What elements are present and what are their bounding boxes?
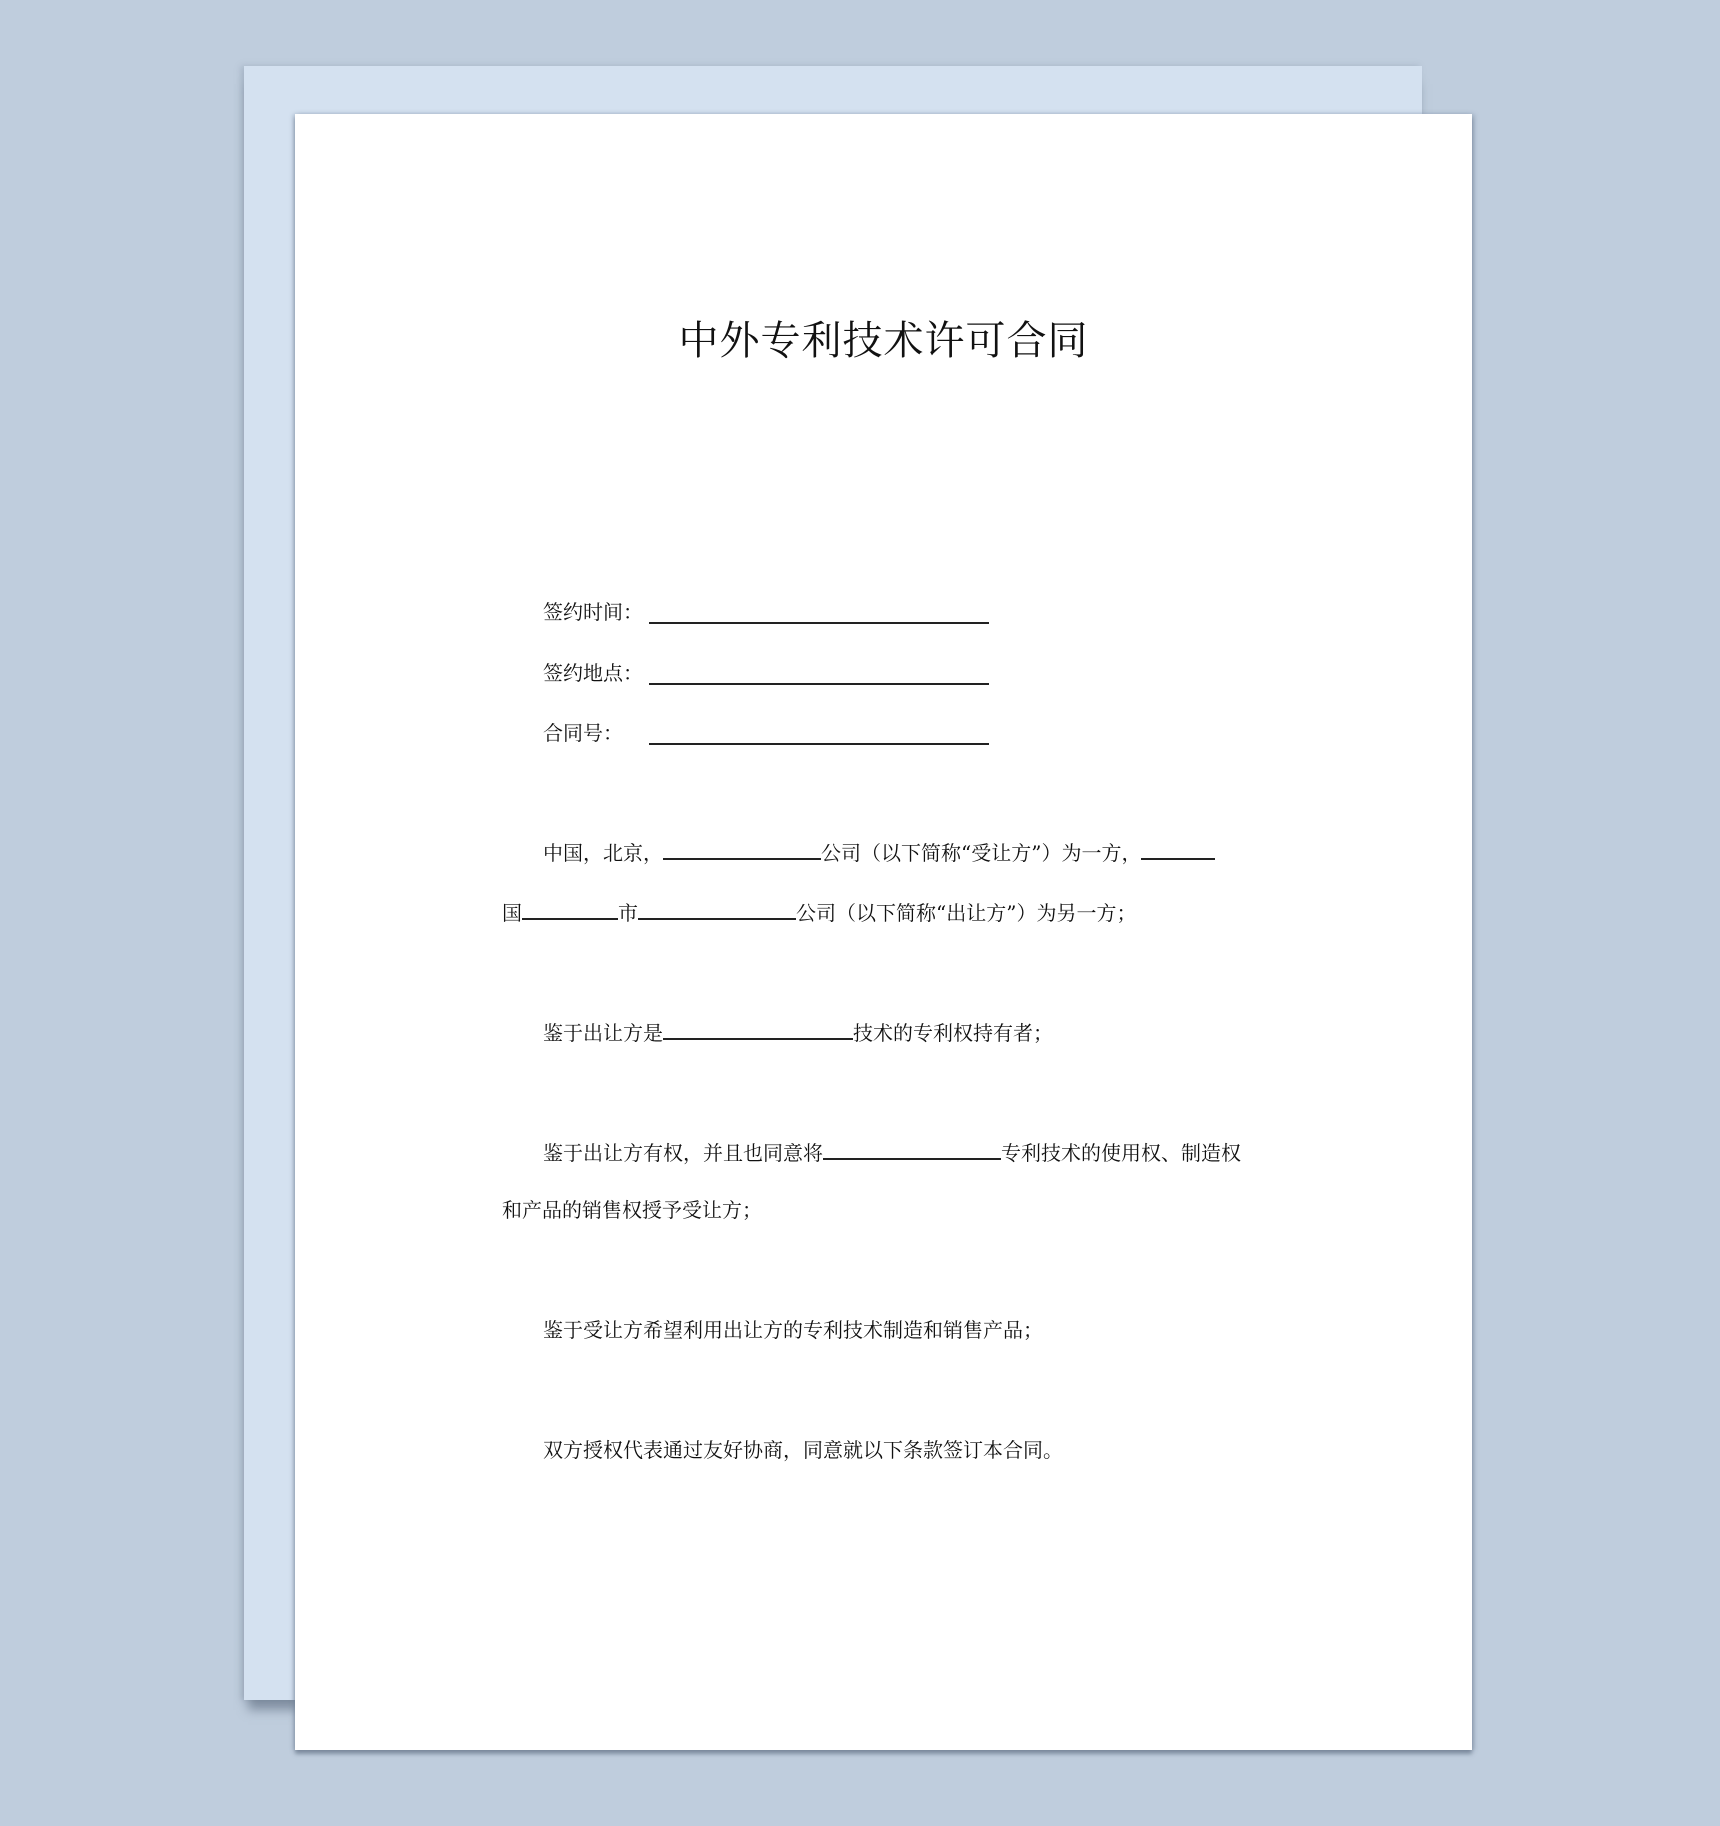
paragraph-parties-line2 [502, 896, 1136, 927]
paragraph-license-grant-line1 [543, 1136, 1241, 1167]
signing-time-label: 签约时间： [543, 600, 643, 624]
patent-technology-blank[interactable] [823, 1136, 1001, 1160]
text-segment: 国 [502, 901, 522, 925]
signing-place-blank[interactable] [649, 661, 989, 685]
paragraph-patent-holder [543, 1016, 1053, 1047]
technology-name-blank[interactable] [663, 1016, 853, 1040]
contract-number-label: 合同号： [543, 721, 623, 745]
text-segment: 公司（以下简称“出让方”）为另一方； [796, 901, 1137, 925]
text-segment: 鉴于出让方是 [543, 1021, 663, 1045]
paragraph-transferee-intent: 鉴于受让方希望利用出让方的专利技术制造和销售产品； [543, 1318, 1043, 1342]
text-segment: 鉴于出让方有权，并且也同意将 [543, 1141, 823, 1165]
paragraph-agreement: 双方授权代表通过友好协商，同意就以下条款签订本合同。 [543, 1438, 1063, 1462]
text-segment: 中国，北京， [543, 841, 663, 865]
contract-number-blank[interactable] [649, 721, 989, 745]
document-page [295, 114, 1472, 1750]
paragraph-parties-line1 [543, 836, 1215, 867]
transferor-country-name-blank[interactable] [522, 896, 618, 920]
signing-time-blank[interactable] [649, 600, 989, 624]
signing-place-label: 签约地点： [543, 661, 643, 685]
paragraph-license-grant-line2: 和产品的销售权授予受让方； [502, 1198, 762, 1222]
text-segment: 技术的专利权持有者； [853, 1021, 1053, 1045]
document-title: 中外专利技术许可合同 [678, 318, 1089, 364]
transferor-country-blank[interactable] [1141, 836, 1215, 860]
transferee-company-blank[interactable] [663, 836, 821, 860]
transferor-company-blank[interactable] [638, 896, 796, 920]
text-segment: 专利技术的使用权、制造权 [1001, 1141, 1241, 1165]
text-segment: 公司（以下简称“受让方”）为一方， [821, 841, 1142, 865]
text-segment: 市 [618, 901, 638, 925]
